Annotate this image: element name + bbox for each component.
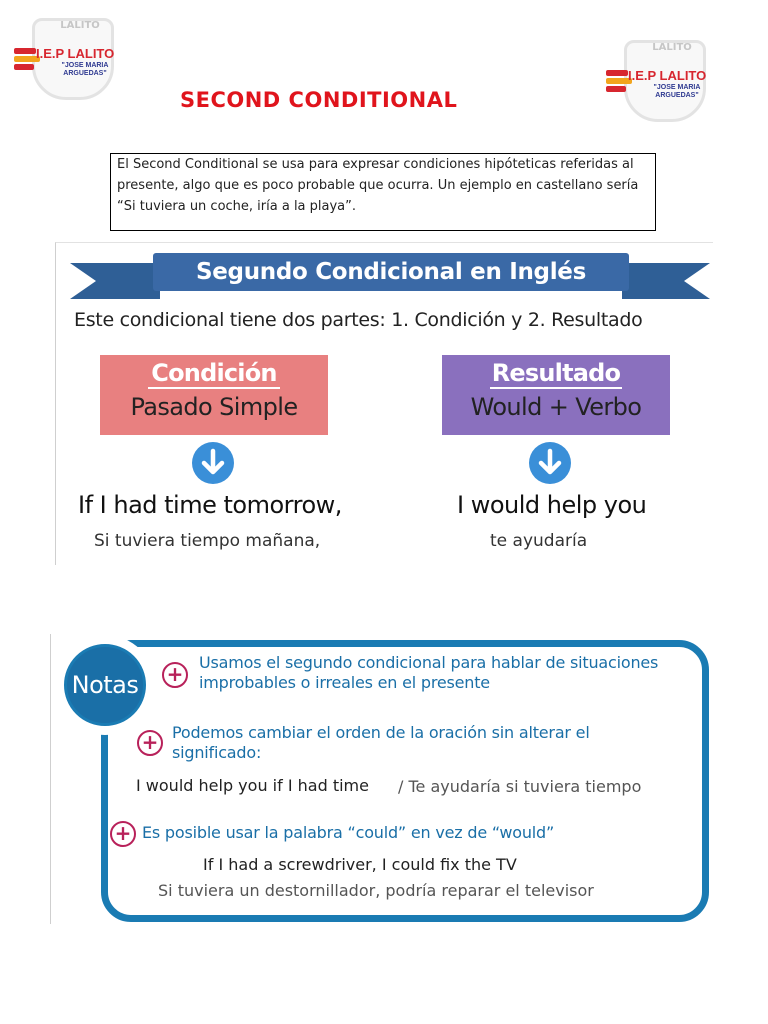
plus-icon: + — [110, 821, 136, 847]
note-2-example-es: / Te ayudaría si tuviera tiempo — [398, 777, 642, 796]
logo-top-text: LALITO — [60, 20, 100, 31]
arrow-down-icon — [529, 442, 571, 484]
condition-box — [100, 355, 328, 437]
notes-badge — [55, 635, 155, 735]
arrow-down-icon — [192, 442, 234, 484]
note-3-example-en: If I had a screwdriver, I could fix the TV — [203, 855, 517, 874]
intro-text: El Second Conditional se usa para expresar condiciones hipóteticas referidas al presente, algo que es poco probable que ocurra. Un ejemplo en castellano sería “Si tuviera un coche, iría a la playa”. — [117, 157, 639, 214]
notes-badge-label: Notas — [64, 644, 146, 726]
note-3-example-es: Si tuviera un destornillador, podría reparar el televisor — [158, 881, 594, 900]
banner-title — [153, 253, 629, 291]
result-example-es: te ayudaría — [490, 531, 588, 551]
school-logo-right — [606, 40, 736, 122]
second-conditional-infographic — [55, 242, 713, 565]
result-heading: Resultado — [491, 359, 621, 387]
logo-top-text: LALITO — [652, 42, 692, 53]
intro-box — [110, 153, 656, 231]
page-title: SECOND CONDITIONAL — [180, 88, 458, 112]
condition-example-en: If I had time tomorrow, — [78, 491, 342, 519]
logo-school-name: I.E.P LALITO — [628, 68, 707, 83]
logo-subtitle: "JOSE MARIA ARGUEDAS" — [653, 84, 701, 99]
banner-text: Segundo Condicional en Inglés — [195, 259, 586, 285]
result-box — [442, 355, 670, 437]
school-logo-left — [14, 18, 144, 100]
condition-heading: Condición — [151, 359, 277, 387]
logo-school-name: I.E.P LALITO — [36, 46, 115, 61]
note-1: Usamos el segundo condicional para hablar de situaciones improbables o irreales en el presente — [199, 653, 659, 692]
condition-content: Pasado Simple — [130, 393, 298, 421]
plus-icon: + — [137, 730, 163, 756]
condition-example-es: Si tuviera tiempo mañana, — [94, 531, 321, 551]
parts-description: Este condicional tiene dos partes: 1. Condición y 2. Resultado — [74, 309, 643, 331]
note-2-example-en: I would help you if I had time — [136, 776, 369, 795]
plus-icon: + — [162, 662, 188, 688]
ribbon-left-tail — [70, 263, 160, 299]
ribbon-right-tail — [622, 263, 710, 299]
logo-subtitle: "JOSE MARIA ARGUEDAS" — [61, 62, 109, 77]
note-3: Es posible usar la palabra “could” en vez de “would” — [142, 823, 555, 842]
result-content: Would + Verbo — [470, 393, 642, 421]
note-2: Podemos cambiar el orden de la oración sin alterar el significado: — [172, 723, 590, 762]
result-divider — [490, 387, 622, 389]
condition-divider — [148, 387, 280, 389]
result-example-en: I would help you — [457, 491, 647, 519]
notes-section — [50, 634, 715, 924]
